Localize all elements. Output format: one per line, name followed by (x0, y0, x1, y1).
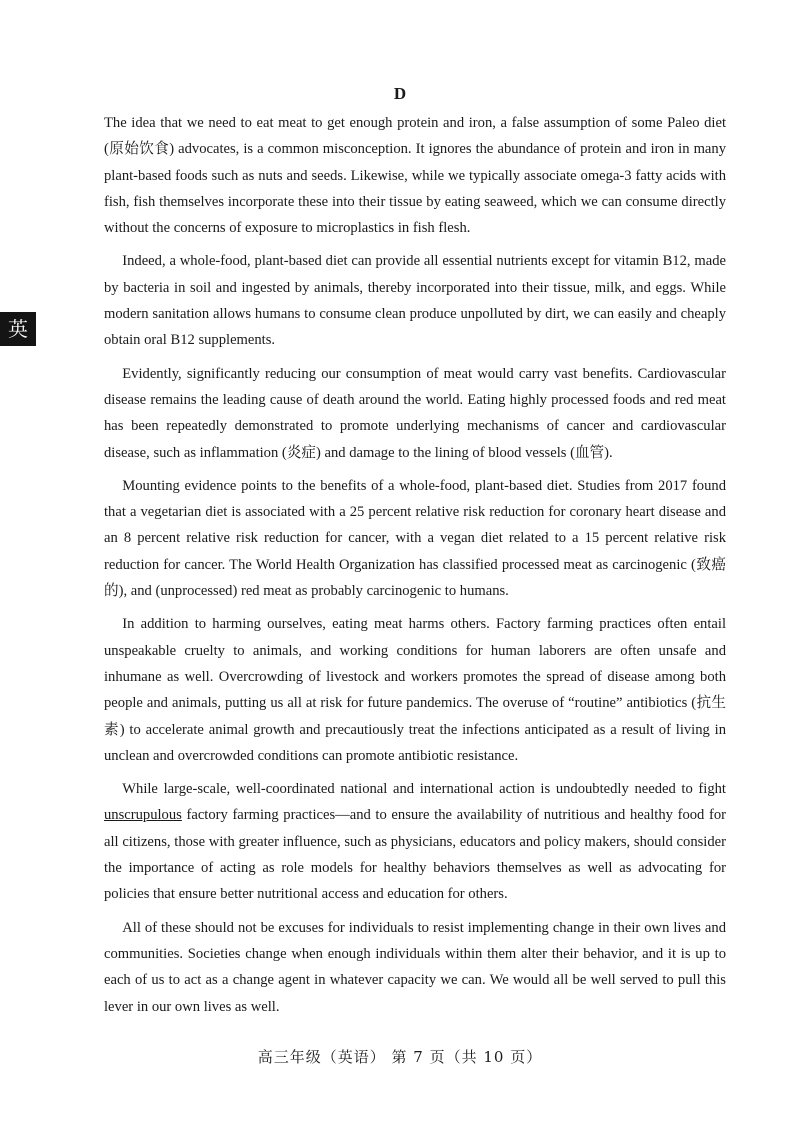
paragraph-7: All of these should not be excuses for individuals to resist implementing change in their own lives and communities. Societies change when enough individuals within them alter their behavior, and it is up to each of us to act as a change agent in whatever capacity we can. We would all be well served to pull this lever in our own lives as well. (104, 919, 726, 1015)
paragraph-3: Evidently, significantly reducing our consumption of meat would carry vast benefits. Cardiovascular disease remains the leading cause of death around the world. Eating highly processed foods and red meat has been repeatedly demonstrated to promote underlying mechanisms of cancer and cardiovascular disease, such as inflammation (炎症) and damage to the lining of blood vessels (血管). (104, 365, 726, 461)
paragraph-5: In addition to harming ourselves, eating meat harms others. Factory farming practices often entail unspeakable cruelty to animals, and working conditions for human laborers are often unsafe and inhumane as well. Overcrowding of livestock and workers promotes the spread of disease among both people and animals, putting us all at risk for future pandemics. The overuse of “routine” antibiotics (抗生素) to accelerate animal growth and precautiously treat the infections anticipated as a result of living in unclean and overcrowded conditions can promote antibiotic resistance. (104, 616, 726, 764)
paragraph-6 (104, 776, 726, 907)
underlined-word: unscrupulous (104, 807, 182, 824)
paragraph-6-after: factory farming practices—and to ensure the availability of nutritious and healthy food for all citizens, those with greater influence, such as physicians, educators and policy makers, should consider the importance of acting as role models for healthy behaviors themselves as well as advocating for policies that ensure better nutritional access and education for others. (104, 807, 726, 903)
passage-body (104, 110, 726, 1027)
paragraph-1: The idea that we need to eat meat to get enough protein and iron, a false assumption of some Paleo diet (原始饮食) advocates, is a common misconception. It ignores the abundance of protein and iron in many plant-based foods such as nuts and seeds. Likewise, while we typically associate omega-3 fatty acids with fish, fish themselves incorporate these into their tissue by eating seaweed, which we can consume directly without the concerns of exposure to microplastics in fish flesh. (104, 115, 726, 237)
subject-tab: 英 (0, 312, 36, 346)
paragraph-6-before: While large-scale, well-coordinated national and international action is undoubtedly needed to fight (122, 781, 726, 798)
paragraph-2: Indeed, a whole-food, plant-based diet can provide all essential nutrients except for vitamin B12, made by bacteria in soil and ingested by animals, thereby incorporated into their tissue, milk, and eggs. While modern sanitation allows humans to consume clean produce unpolluted by dirt, we can easily and cheaply obtain oral B12 supplements. (104, 253, 726, 349)
paragraph-4: Mounting evidence points to the benefits of a whole-food, plant-based diet. Studies from 2017 found that a vegetarian diet is associated with a 25 percent relative risk reduction for coronary heart disease and an 8 percent relative risk reduction for cancer, with a vegan diet related to a 15 percent relative risk reduction for cancer. The World Health Organization has classified processed meat as carcinogenic (致癌的), and (unprocessed) red meat as probably carcinogenic to humans. (104, 477, 726, 600)
section-title: D (393, 84, 407, 103)
page-footer: 高三年级（英语） 第 7 页（共 10 页） (257, 1048, 543, 1066)
